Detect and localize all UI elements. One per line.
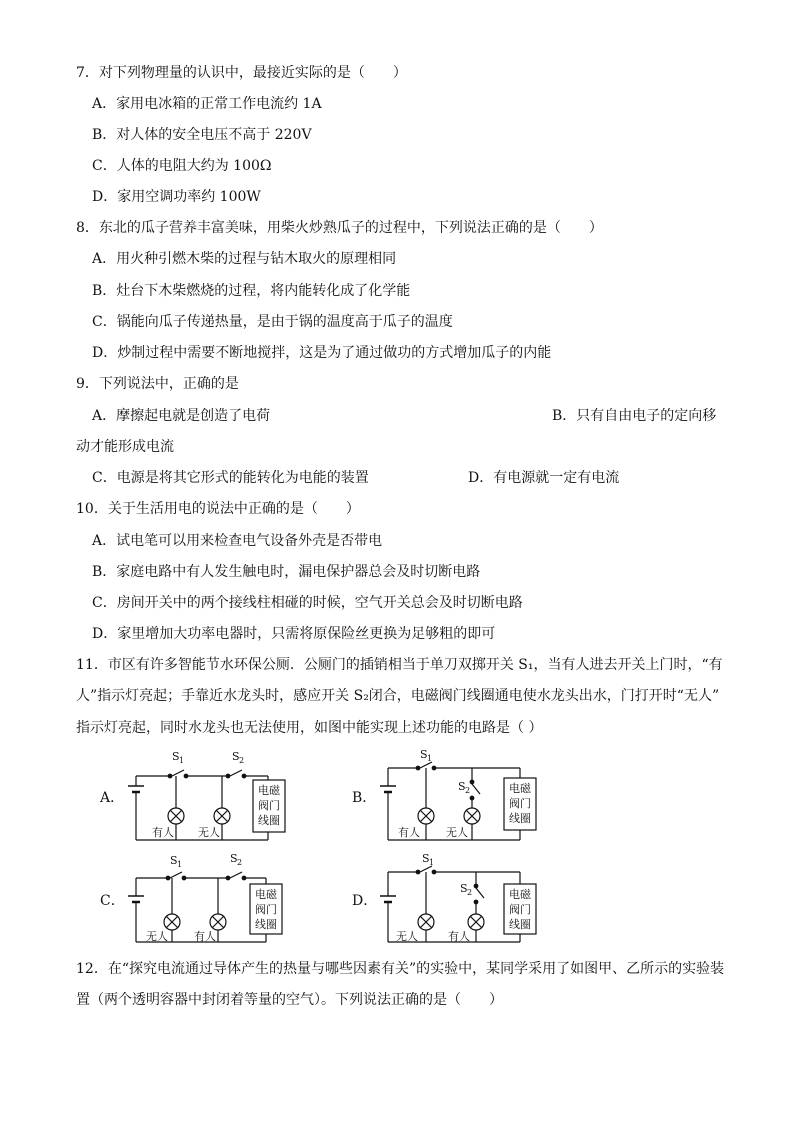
q8-option-a: A．用火种引燃木柴的过程与钻木取火的原理相同 [92,251,397,267]
q11-stem-line3: 指示灯亮起，同时水龙头也无法使用，如图中能实现上述功能的电路是（ ） [76,720,543,736]
q7-option-c: C．人体的电阻大约为 100Ω [92,158,272,174]
q9-option-b-continued: 动才能形成电流 [76,439,174,455]
svg-text:阀门: 阀门 [255,903,277,916]
svg-text:S: S [460,882,468,895]
svg-text:1: 1 [427,754,433,763]
circuit-diagram-b [372,746,552,850]
q10-stem: 10．关于生活用电的说法中正确的是（ ） [76,501,360,517]
svg-text:1: 1 [177,860,183,869]
circuit-diagram-a [118,746,298,850]
svg-text:线圈: 线圈 [509,812,531,825]
svg-text:线圈: 线圈 [255,918,277,931]
svg-text:S: S [422,852,430,865]
q9-option-d: D．有电源就一定有电流 [468,470,620,486]
svg-text:1: 1 [429,858,435,867]
svg-text:1: 1 [179,756,185,765]
svg-text:有人: 有人 [194,930,216,943]
svg-text:线圈: 线圈 [509,918,531,931]
svg-text:2: 2 [239,756,245,765]
svg-text:阀门: 阀门 [509,797,531,810]
svg-text:电磁: 电磁 [509,782,531,795]
q10-option-c: C．房间开关中的两个接线柱相碰的时候，空气开关总会及时切断电路 [92,595,523,611]
circuit-option-d-letter: D． [352,893,378,909]
circuit-diagram-d [372,850,552,954]
svg-text:电磁: 电磁 [258,784,280,797]
circuit-option-b-letter: B． [352,790,377,806]
circuit-option-a-letter: A． [100,790,125,806]
q9-option-b: B．只有自由电子的定向移 [552,408,717,424]
q10-option-a: A．试电笔可以用来检查电气设备外壳是否带电 [92,533,383,549]
lamp-vacant-label: 无人 [198,826,220,839]
svg-text:无人: 无人 [146,930,168,943]
s1-label: S [172,750,180,763]
svg-text:线圈: 线圈 [258,814,280,827]
svg-text:2: 2 [467,888,473,897]
q8-option-b: B．灶台下木柴燃烧的过程，将内能转化成了化学能 [92,283,411,299]
svg-text:电磁: 电磁 [255,888,277,901]
svg-text:阀门: 阀门 [509,903,531,916]
svg-text:有人: 有人 [448,930,470,943]
svg-text:S: S [458,780,466,793]
svg-text:S: S [420,748,428,761]
q8-option-d: D．炒制过程中需要不断地搅拌，这是为了通过做功的方式增加瓜子的内能 [92,345,552,361]
svg-text:有人: 有人 [398,826,420,839]
q9-option-a: A．摩擦起电就是创造了电荷 [92,408,271,424]
q12-stem-line1: 12．在“探究电流通过导体产生的热量与哪些因素有关”的实验中，某同学采用了如图甲、乙所示的实验装 [76,961,725,977]
q9-option-c: C．电源是将其它形式的能转化为电能的装置 [92,470,369,486]
q7-stem: 7．对下列物理量的认识中，最接近实际的是（ ） [76,65,407,81]
q11-stem-line2: 人”指示灯亮起；手靠近水龙头时，感应开关 S₂闭合，电磁阀门线圈通电使水龙头出水，门打开时“无人” [76,688,720,704]
q10-option-b: B．家庭电路中有人发生触电时，漏电保护器总会及时切断电路 [92,564,481,580]
q8-option-c: C．锅能向瓜子传递热量，是由于锅的温度高于瓜子的温度 [92,314,453,330]
q12-stem-line2: 置（两个透明容器中封闭着等量的空气）。下列说法正确的是（ ） [76,992,503,1008]
svg-text:阀门: 阀门 [258,799,280,812]
q7-option-a: A．家用电冰箱的正常工作电流约 1A [92,96,322,112]
circuit-diagram-c [118,850,298,954]
q8-stem: 8．东北的瓜子营养丰富美味，用柴火炒熟瓜子的过程中，下列说法正确的是（ ） [76,220,603,236]
q7-option-d: D．家用空调功率约 100W [92,189,261,205]
svg-text:无人: 无人 [446,826,468,839]
svg-text:2: 2 [465,786,471,795]
s2-label: S [232,750,240,763]
q11-stem-line1: 11．市区有许多智能节水环保公厕．公厕门的插销相当于单刀双掷开关 S₁，当有人进去开关上门时，“有 [76,657,723,673]
svg-text:无人: 无人 [396,930,418,943]
q9-stem: 9．下列说法中，正确的是 [76,376,239,392]
q7-option-b: B．对人体的安全电压不高于 220V [92,127,312,143]
svg-text:2: 2 [237,858,243,867]
q10-option-d: D．家里增加大功率电器时，只需将原保险丝更换为足够粗的即可 [92,626,496,642]
circuit-option-c-letter: C． [100,893,125,909]
svg-text:电磁: 电磁 [509,888,531,901]
svg-text:S: S [230,852,238,865]
lamp-occupied-label: 有人 [152,826,174,839]
svg-text:S: S [170,854,178,867]
